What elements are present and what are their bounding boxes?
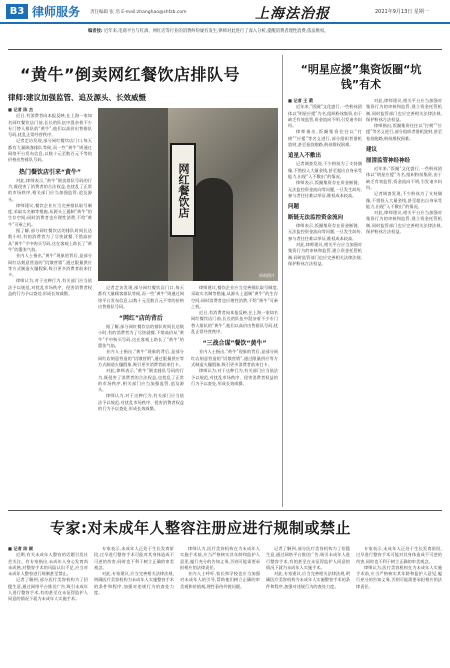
story3-paragraph: 近期,有关未成年人整容的话题引发社会关注。有专家指出,未成年人身心发育尚未成熟,对整容手术的风险认识不足,应当对未成年人整容进行规制甚至禁止。 [8,552,88,577]
story3-byline: ■ 记者 陈 颖 [8,546,34,551]
editor-note-text: 近年来,电商平台与红酒、网红店等行业的消费纠纷屡有发生,律师对此进行了深入分析,提醒消费者理性消费,依法维权。 [103,29,329,34]
story3-paragraph: 律师认为,医疗美容机构在为未成年人实施手术前,应当严格核实其年龄和监护人意见,履行充分的告知义务,否则可能需要承担相应的法律责任。 [180,546,260,570]
story2-paragraph: 对此,律师建议,相关平台应当加强对集资行为的审核和监管,建立资金托管机制,同时监管部门也应完善相关法律法规,保护粉丝合法权益。 [366,98,442,122]
story3-paragraph: 对此,专家建议,应当完善相关法律法规,明确医疗美容机构为未成年人实施整容手术的条件和程序,加强对违规行为的查处力度。 [94,571,174,596]
story1-paragraph: 对此,律师表示,“黄牛”倒卖排队号码的行为,既侵害了消费者的合法权益,也扰乱了正常的市场秩序,相关部门应当加强监管,追及源头。 [98,368,184,393]
story3-paragraph: 专家表示,未成年人正处于生长发育阶段,过早进行整容手术可能对其身体造成不可逆的伤害,同时也不利于树立正确的审美观念。 [356,546,442,564]
story2-paragraph: 律师指出,饭圈集资往往以“打榜”“应援”等名义进行,部分组织者借机敛财,甚至卷款跑路,粉丝维权困难。 [288,129,362,148]
story1-paragraph: 记者走访发现,部分网红餐饮店门口,每天都有大量顾客排队等候,而一些“黄牛”则通过网络平台发布信息,以数十元至数百元不等的价格出售排队号码。 [8,138,92,163]
photo-storefront [98,108,168,281]
editor-label: 责任编辑 张 浩 E-mail:zhanghao@shfzb.com [90,10,187,15]
story1-title: “黄牛”倒卖网红餐饮店排队号 [20,65,241,84]
story3-paragraph: 业内人士呼吁,家长和学校也应当加强对未成年人的引导,帮助他们树立正确的审美观和价值观,理性看待外貌问题。 [180,571,260,589]
paper-name: 上海法治报 [255,6,330,22]
story1-col2 [98,285,184,505]
story2-paragraph: 近年来,“饭圈”文化盛行,一些粉丝团体以“明星应援”为名,组织粉丝集资,由于缺乏有效监管,资金流向不明,引发诸多纠纷。 [366,166,442,190]
story2-section-heading-5: 厘清监管神经神经 [366,158,411,165]
story2-paragraph: 记者调查发现,不少粉丝为了支持偶像,不惜投入大量金钱,甚至超出自身承受能力,出现“入不敷出”的情况。 [366,191,442,209]
story1-paragraph: 据了解,部分网红餐饮店的排队时间长达数小时,有的消费者为了尽快就餐,不惜高价从“黄牛”手中购买号码,这在客观上助长了“黄牛”的嚣张气焰。 [98,324,184,349]
page-badge: B3 [6,4,28,19]
photo-sign: 网红餐饮店 [170,143,196,237]
story1-paragraph: 律师建议,餐饮企业应当完善排队取号制度,采取实名制等措施,从源头上遏制“黄牛”的生存空间;同时消费者也应理性消费,不给“黄牛”可乘之机。 [8,202,92,227]
story2-col2 [366,98,442,506]
story1-paragraph: 律师认为,对于这种行为,有关部门应当依法予以规范,对扰乱市场秩序、侵害消费者权益的行为予以查处,形成长效威慑。 [8,278,92,297]
story2-paragraph: 近年来,“饭圈”文化盛行,一些粉丝团体以“明星应援”为名,组织粉丝集资,由于缺乏有效监管,资金流向不明,引发诸多纠纷。 [288,104,362,129]
photo-caption: 资料图片 [259,273,275,278]
story3-paragraph: 记者了解到,部分医疗美容机构为了招揽生意,通过网络平台推送广告,吸引未成年人进行整容手术,有的甚至在未征得监护人同意的情况下就为未成年人实施手术。 [8,577,88,602]
story3-col2 [94,546,174,666]
story3-paragraph: 律师认为,医疗美容机构在为未成年人实施手术前,应当严格核实其年龄和监护人意见,履行充分的告知义务,否则可能需要承担相应的法律责任。 [356,564,442,589]
story2-title: “明星应援”集资饭圈“坑钱”有术 [300,63,422,91]
story3-col3 [180,546,260,666]
story1-paragraph: 业内人士指出,“黄牛”现象的背后,是部分网红店刻意营造的“饥饿营销”,通过限量供应等方式制造火爆假象,吸引更多消费者前来打卡。 [8,253,92,278]
story1-paragraph: 业内人士指出,“黄牛”现象的背后,是部分网红店刻意营造的“饥饿营销”,通过限量供应等方式制造火爆假象,吸引更多消费者前来打卡。 [98,349,184,367]
editor-note-divider [8,49,442,50]
story3-col5 [356,546,442,666]
story3-paragraph: 专家表示,未成年人正处于生长发育阶段,过早进行整容手术可能对其身体造成不可逆的伤害,同时也不利于树立正确的审美观念。 [94,546,174,570]
story3-col4 [266,546,350,666]
story3-divider [8,510,442,511]
section-title: 律师服务 [32,5,81,19]
date-line: 2021年9月13日 星期一 [375,9,429,15]
story1-paragraph: 对此,律师表示,“黄牛”倒卖排队号码的行为,既侵害了消费者的合法权益,也扰乱了正常的市场秩序,相关部门应当加强监管,追及源头。 [8,177,92,202]
story1-byline: ■ 记者 陈 杰 [8,107,34,112]
story2-byline: ■ 记者 王 葳 [288,98,314,103]
story1-subtitle: 律师:建议加强监管、追及源头、长效威慑 [8,93,146,102]
story1-paragraph: 律师认为,对于这种行为,有关部门应当依法予以规范,对扰乱市场秩序、侵害消费者权益的行为予以查处,形成长效威慑。 [191,368,278,386]
story1-section-heading: 热门餐饮店引来“黄牛” [19,168,81,176]
masthead-rule [0,22,450,24]
story1-section-heading-3: “三战合谋”餐饮“黄牛” [202,340,267,348]
story-divider [282,55,283,507]
story2-paragraph: 对此,律师建议,相关平台应当加强对集资行为的审核和监管,建立资金托管机制,同时监管部门也应完善相关法律法规,保护粉丝合法权益。 [366,210,442,235]
story2-col1 [288,98,362,506]
story2-section-heading-3: 断链无法监控资金流向 [288,215,344,222]
story1-col1 [8,107,92,505]
story2-section-heading-2: 问题 [288,204,300,211]
editor-note-label: 编者按: [88,29,103,34]
story3-col1 [8,546,88,666]
photo-person [193,178,233,281]
story1-photo [98,108,278,281]
story2-paragraph: 律师表示,饭圈集资存在资金断链、无法监控资金流向等问题,一旦发生纠纷,参与者往往难以举证,维权成本较高。 [288,223,362,241]
story1-paragraph: 近日,有消费者向本报反映,在上海一家知名网红餐饮店门前,长长的队伍中混杂着不少专门替人排队的“黄牛”,他们以高价出售排队号码,扰乱正常经营秩序。 [191,310,278,335]
story3-paragraph: 对此,专家建议,应当完善相关法律法规,明确医疗美容机构为未成年人实施整容手术的条件和程序,加强对违规行为的查处力度。 [266,571,350,589]
story1-paragraph: 律师建议,餐饮企业应当完善排队取号制度,采取实名制等措施,从源头上遏制“黄牛”的生存空间;同时消费者也应理性消费,不给“黄牛”可乘之机。 [191,285,278,309]
story2-section-heading: 追星入不敷出 [288,153,322,160]
editor-note [88,29,440,47]
story1-paragraph: 律师认为,对于这种行为,有关部门应当依法予以规范,对扰乱市场秩序、侵害消费者权益的行为予以查处,形成长效威慑。 [98,393,184,412]
story3-paragraph: 记者了解到,部分医疗美容机构为了招揽生意,通过网络平台推送广告,吸引未成年人进行整容手术,有的甚至在未征得监护人同意的情况下就为未成年人实施手术。 [266,546,350,570]
story1-col3 [191,285,278,505]
story2-section-heading-4: 建议 [366,147,378,154]
story2-paragraph: 律师指出,饭圈集资往往以“打榜”“应援”等名义进行,部分组织者借机敛财,甚至卷款跑路,粉丝维权困难。 [366,123,442,141]
story1-paragraph: 记者走访发现,部分网红餐饮店门口,每天都有大量顾客排队等候,而一些“黄牛”则通过网络平台发布信息,以数十元至数百元不等的价格出售排队号码。 [98,285,184,309]
story1-paragraph: 近日,有消费者向本报反映,在上海一家知名网红餐饮店门前,长长的队伍中混杂着不少专门替人排队的“黄牛”,他们以高价出售排队号码,扰乱正常经营秩序。 [8,113,92,138]
story3-title: 专家:对未成年人整容注册应进行规制或禁止 [50,519,352,537]
masthead [0,0,450,26]
story1-section-heading-2: “网红”店的背后 [119,315,163,323]
story2-paragraph: 对此,律师建议,相关平台应当加强对集资行为的审核和监管,建立资金托管机制,同时监管部门也应完善相关法律法规,保护粉丝合法权益。 [288,242,362,266]
story2-paragraph: 律师表示,饭圈集资存在资金断链、无法监控资金流向等问题,一旦发生纠纷,参与者往往难以举证,维权成本较高。 [288,180,362,198]
story1-paragraph: 据了解,部分网红餐饮店的排队时间长达数小时,有的消费者为了尽快就餐,不惜高价从“黄牛”手中购买号码,这在客观上助长了“黄牛”的嚣张气焰。 [8,228,92,252]
story1-paragraph: 业内人士指出,“黄牛”现象的背后,是部分网红店刻意营造的“饥饿营销”,通过限量供应等方式制造火爆假象,吸引更多消费者前来打卡。 [191,349,278,367]
story2-paragraph: 记者调查发现,不少粉丝为了支持偶像,不惜投入大量金钱,甚至超出自身承受能力,出现“入不敷出”的情况。 [288,161,362,179]
